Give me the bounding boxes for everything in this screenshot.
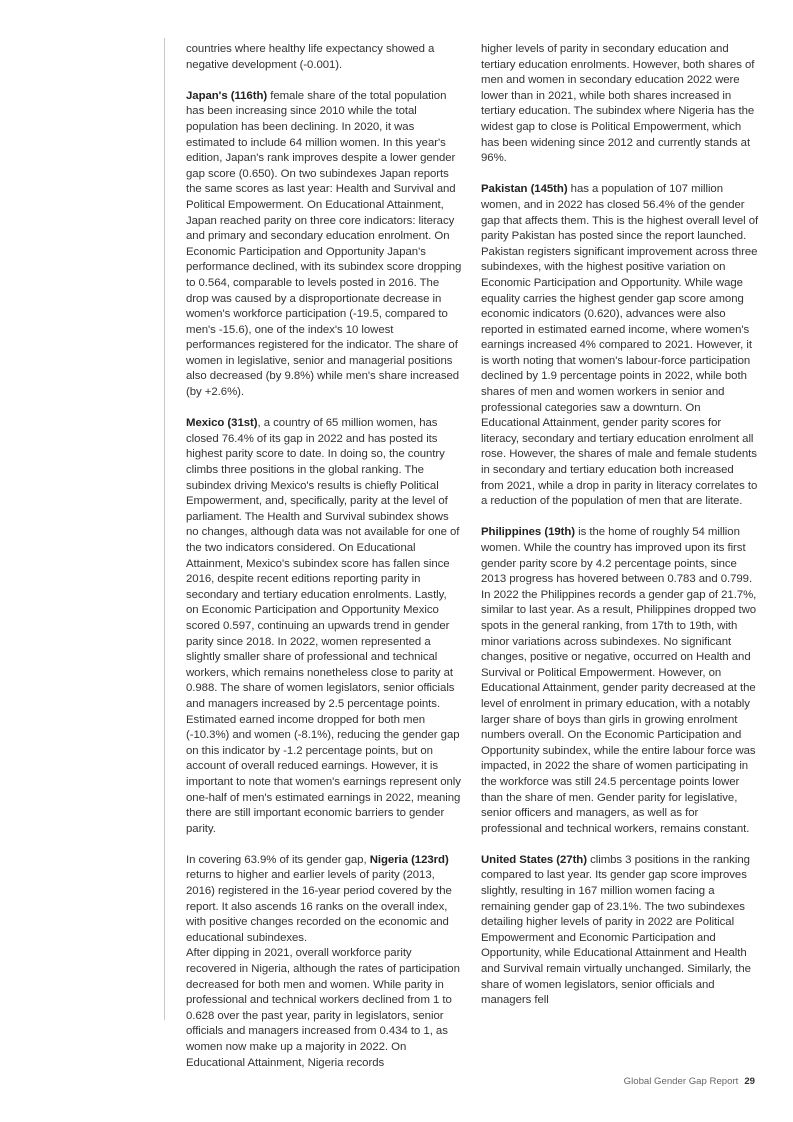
- page-footer: [624, 1076, 755, 1087]
- country-heading-united-states: United States (27th): [481, 853, 587, 866]
- paragraph-philippines: Philippines (19th) is the home of roughly 54 million women. While the country has improved upon its first gender parity score by 4.2 percentage points, since 2013 progress has hovered between 0.783 and 0.799. In 2022 the Philippines records a gender gap of 21.7%, similar to last year. As a result, Philippines dropped two spots in the general ranking, from 17th to 19th, with minor variations across subindexes. No significant changes, positive or negative, occurred on Health and Survival or Political Empowerment. However, on Educational Attainment, gender parity decreased at the level of enrolment in primary education, with a notably larger share of boys than girls in growing enrolment numbers overall. On the Economic Participation and Opportunity subindex, while the entire labour force was impacted, in 2022 the share of women participating in the workforce was still 24.5 percentage points lower than the share of men. Gender parity for legislative, senior officers and managers, as well as for professional and technical workers, remains constant.: [481, 526, 757, 835]
- paragraph-mexico: Mexico (31st), a country of 65 million women, has closed 76.4% of its gap in 2022 and has posted its highest parity score to date. In doing so, the country climbs three positions in the global ranking. The subindex driving Mexico's results is chiefly Political Empowerment, and, specifically, parity at the level of parliament. The Health and Survival subindex shows no changes, although data was not available for one of the two indicators considered. On Educational Attainment, Mexico's subindex score has fallen since 2016, despite recent editions reporting parity in secondary and tertiary education enrolments. Lastly, on Economic Participation and Opportunity Mexico scored 0.597, continuing an upwards trend in gender parity since 2018. In 2022, women represented a slightly smaller share of professional and technical workers, which remains nonetheless close to parity at 0.988. The share of women legislators, senior officials and managers increased by 2.5 percentage points. Estimated earned income dropped for both men (-10.3%) and women (-8.1%), reducing the gender gap on this indicator by -1.2 percentage points, but on account of overall reduced earnings. However, it is important to note that women's earnings represent only one-half of men's estimated earnings in 2022, meaning there are still important economic barriers to gender parity.: [186, 417, 461, 835]
- paragraph-health-expectancy: countries where healthy life expectancy showed a negative development (-0.001).: [186, 43, 435, 71]
- column-divider: [164, 38, 165, 1020]
- paragraph-japan: Japan's (116th) female share of the total population has been increasing since 2010 while the total population has been declining. In 2020, it was estimated to include 64 million women. In this year's edition, Japan's rank improves despite a lower gender gap score (0.650). On two subindexes Japan reports the same scores as last year: Health and Survival and Political Empowerment. On Educational Attainment, Japan reached parity on three core indicators: literacy and primary and secondary education enrolment. On Economic Participation and Opportunity Japan's performance declined, with its subindex score dropping to 0.564, comparable to levels posted in 2016. The drop was caused by a disproportionate decrease in women's workforce participation (-19.5, compared to men's -15.6), one of the index's 10 lowest performances registered for the indicator. The share of women in legislative, senior and managerial positions also decreased (by 9.8%) while men's share increased (by +2.6%).: [186, 89, 462, 399]
- page-number: 29: [744, 1076, 755, 1087]
- paragraph-nigeria-continued: After dipping in 2021, overall workforce parity recovered in Nigeria, although the rates of participation decreased for both men and women. While parity in professional and technical workers declined from 1 to 0.628 over the past year, parity in legislators, senior officials and managers increased from 0.434 to 1, as women now make up a majority in 2022. On Educational Attainment, Nigeria records: [186, 947, 460, 1069]
- country-heading-japan: Japan's (116th): [186, 89, 268, 102]
- country-heading-nigeria: Nigeria (123rd): [369, 853, 449, 866]
- country-heading-philippines: Philippines (19th): [481, 526, 576, 539]
- paragraph-pakistan: Pakistan (145th) has a population of 107 million women, and in 2022 has closed 56.4% of the gender gap that affects them. This is the highest overall level of parity Pakistan has posted since the report launched. Pakistan registers significant improvement across three subindexes, with the highest positive variation on Economic Participation and Opportunity. While wage equality carries the highest gender gap score among economic indicators (0.620), advances were also reported in estimated earned income, where women's earnings increased 4% compared to 2021. However, it is worth noting that women's labour-force participation declined by 1.9 percentage points in 2022, while both shares of men and women workers in senior and professional categories saw a downturn. On Educational Attainment, gender parity scores for literacy, secondary and tertiary education enrolment all rose. However, the shares of male and female students in secondary and tertiary education both increased from 2021, while a drop in parity in literacy correlates to a reduction of the population of men that are literate.: [481, 183, 759, 508]
- paragraph-nigeria: In covering 63.9% of its gender gap, Nigeria (123rd) returns to higher and earlier levels of parity (2013, 2016) registered in the 16-year period covered by the report. It also ascends 16 ranks on the overall index, with positive changes recorded on the economic and educational subindexes.: [186, 853, 452, 944]
- left-column: [186, 42, 462, 1071]
- paragraph-nigeria-education: higher levels of parity in secondary education and tertiary education enrolments. However, both shares of men and women in secondary education 2022 were lower than in 2021, while both shares increased in tertiary education. The subindex where Nigeria has the widest gap to close is Political Empowerment, which has been widening since 2012 and currently stands at 96%.: [481, 43, 755, 165]
- right-column: [481, 42, 759, 1009]
- report-title: Global Gender Gap Report: [623, 1076, 739, 1087]
- country-heading-pakistan: Pakistan (145th): [481, 183, 568, 196]
- country-heading-mexico: Mexico (31st): [186, 417, 258, 430]
- paragraph-united-states: United States (27th) climbs 3 positions in the ranking compared to last year. Its gender gap score improves slightly, resulting in 167 million women facing a remaining gender gap of 23.1%. The two subindexes detailing higher levels of parity in 2022 are Political Empowerment and Economic Participation and Opportunity, while Educational Attainment and Health and Survival remain virtually unchanged. Similarly, the share of women legislators, senior officials and managers fell: [481, 853, 751, 1007]
